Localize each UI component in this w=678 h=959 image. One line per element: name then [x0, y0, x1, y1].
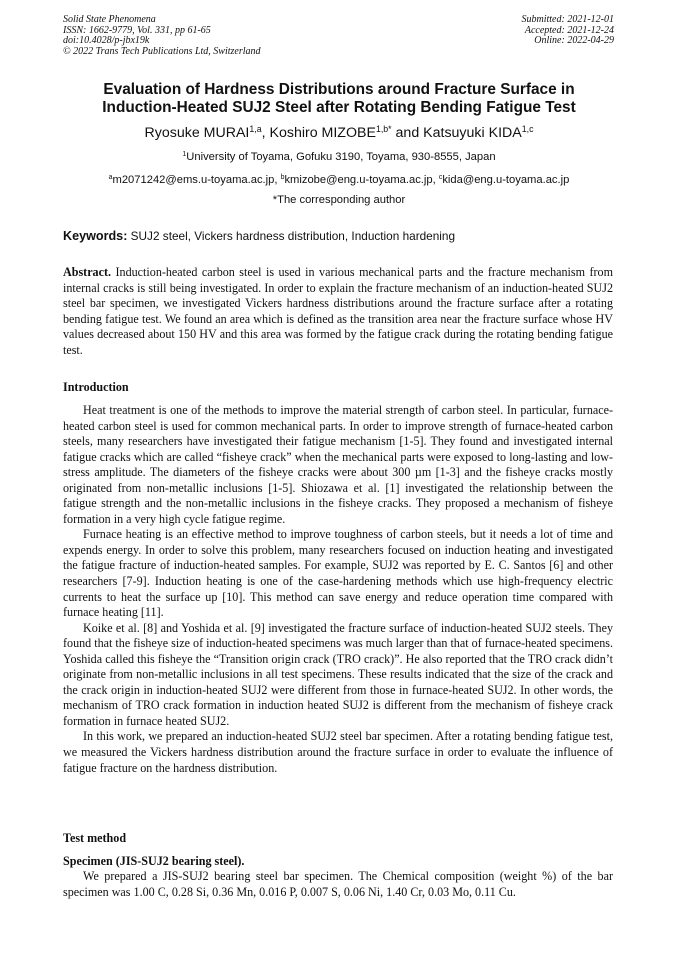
author-sup: 1,a	[249, 124, 262, 135]
author-separator: ,	[261, 125, 270, 141]
abstract-text: Induction-heated carbon steel is used in various mechanical parts and the fracture mechanism from internal cracks is still being investigated. In order to explain the fracture mechanism of an induction-heated SUJ2 steel bar specimen, we investigated Vickers hardness distributions around the fracture surface after a rotating bending fatigue test. We found an area which is defined as the transition area near the fracture surface whose HV values decreased about 150 HV and this area was formed by the fatigue crack during the rotating bending fatigue test.	[63, 265, 613, 357]
title-line: Induction-Heated SUJ2 Steel after Rotating Bending Fatigue Test	[102, 99, 576, 116]
affiliation	[40, 150, 638, 164]
introduction-heading: Introduction	[63, 380, 129, 394]
email-link[interactable]: kida@eng.u-toyama.ac.jp	[442, 174, 570, 186]
submission-dates	[522, 15, 615, 47]
specimen-body	[63, 869, 613, 900]
email-sup: b	[280, 174, 285, 182]
author-list	[40, 124, 638, 142]
specimen-subheading: Specimen (JIS-SUJ2 bearing steel).	[63, 854, 245, 868]
date-accepted: Accepted: 2021-12-24	[524, 24, 614, 36]
keywords-text: SUJ2 steel, Vickers hardness distribution, Induction hardening	[127, 229, 456, 243]
email-sup: c	[438, 174, 443, 182]
journal-name: Solid State Phenomena	[63, 14, 156, 25]
author-separator: and	[391, 125, 424, 141]
title-line: Evaluation of Hardness Distributions around Fracture Surface in	[103, 81, 575, 98]
email-link[interactable]: kmizobe@eng.u-toyama.ac.jp	[284, 174, 433, 186]
journal-doi: doi:10.4028/p-jbx19k	[63, 35, 150, 46]
paragraph: We prepared a JIS-SUJ2 bearing steel bar specimen. The Chemical composition (weight %) of the bar specimen was 1.00 C, 0.28 Si, 0.36 Mn, 0.016 P, 0.007 S, 0.06 Ni, 1.40 Cr, 0.03 Mo, 0.11 Cu.	[63, 869, 613, 899]
date-online: Online: 2022-04-29	[534, 35, 614, 46]
email-separator: ,	[274, 174, 281, 186]
email-link[interactable]: m2071242@ems.u-toyama.ac.jp	[112, 174, 275, 186]
author-name: Koshiro MIZOBE	[269, 125, 376, 141]
author-sup: 1,b*	[375, 124, 392, 135]
paragraph: Furnace heating is an effective method to improve toughness of carbon steels, but it needs a lot of time and expends energy. In order to solve this problem, many researchers focused on induction heating and investigated the fatigue fracture of induction-heated samples. For example, SUJ2 was reported by E. C. Santos [6] and other researchers [7-9]. Induction heating is one of the case-hardening methods which use high-frequency electric currents to heat the surface up [10]. This method can save energy and reduce operation time compared with furnace heating [11].	[63, 527, 613, 620]
author-name: Ryosuke MURAI	[144, 125, 250, 141]
abstract	[63, 265, 613, 358]
journal-info	[63, 15, 261, 57]
author-name: Katsuyuki KIDA	[423, 125, 522, 141]
date-submitted: Submitted: 2021-12-01	[521, 14, 614, 25]
author-sup: 1,c	[521, 124, 534, 135]
paragraph: Heat treatment is one of the methods to improve the material strength of carbon steel. In particular, furnace-heated carbon steel is used for common mechanical parts. In order to improve strength of furnace-heated carbon steels, many researchers have investigated their fatigue mechanism [1-5]. They found and investigated internal fatigue cracks which are called “fisheye crack” when the mechanical parts were exposed to long-lasting and low-stress amplitude. The diameters of the fisheye cracks were about 300 µm [1-3] and the fisheye cracks mostly originated from non-metallic inclusions [1-5]. Shiozawa et al. [1] investigated the relationship between the fatigue strength and the non-metallic inclusions in the fisheye cracks. They proposed a mechanism of fisheye formation in a very high cycle fatigue regime.	[63, 403, 613, 526]
keywords	[63, 229, 455, 243]
corresponding-author-note: *The corresponding author	[272, 194, 406, 206]
introduction-body	[63, 403, 613, 776]
keywords-label: Keywords:	[63, 229, 128, 243]
affiliation-text: University of Toyama, Gofuku 3190, Toyama, 930-8555, Japan	[186, 151, 496, 163]
abstract-label: Abstract.	[63, 265, 112, 279]
email-separator: ,	[432, 174, 439, 186]
journal-copyright: © 2022 Trans Tech Publications Ltd, Switzerland	[63, 45, 261, 57]
affiliation-sup: 1	[182, 151, 187, 159]
author-emails	[20, 173, 658, 187]
journal-issn: ISSN: 1662-9779, Vol. 331, pp 61-65	[63, 24, 211, 36]
paragraph: In this work, we prepared an induction-heated SUJ2 steel bar specimen. After a rotating bending fatigue test, we measured the Vickers hardness distribution around the fracture surface in order to evaluate the influence of fatigue fracture on the hardness distribution.	[63, 729, 613, 775]
test-method-heading: Test method	[63, 831, 127, 845]
paper-title	[60, 81, 618, 117]
paragraph: Koike et al. [8] and Yoshida et al. [9] investigated the fracture surface of induction-heated SUJ2 steels. They found that the fisheye size of induction-heated specimens was much larger than that of furnace-heated specimens. Yoshida called this fisheye the “Transition origin crack (TRO crack)”. He also reported that the TRO crack didn’t originate from non-metallic inclusions in all test specimens. These results indicated that the size of the crack and the crack origin in induction-heated SUJ2 were different from those in furnace-heated SUJ2. In other words, the mechanism of TRO crack formation in induction heated SUJ2 is different from the mechanism of fisheye crack formation in furnace heated SUJ2.	[63, 620, 613, 728]
email-sup: a	[108, 174, 113, 182]
